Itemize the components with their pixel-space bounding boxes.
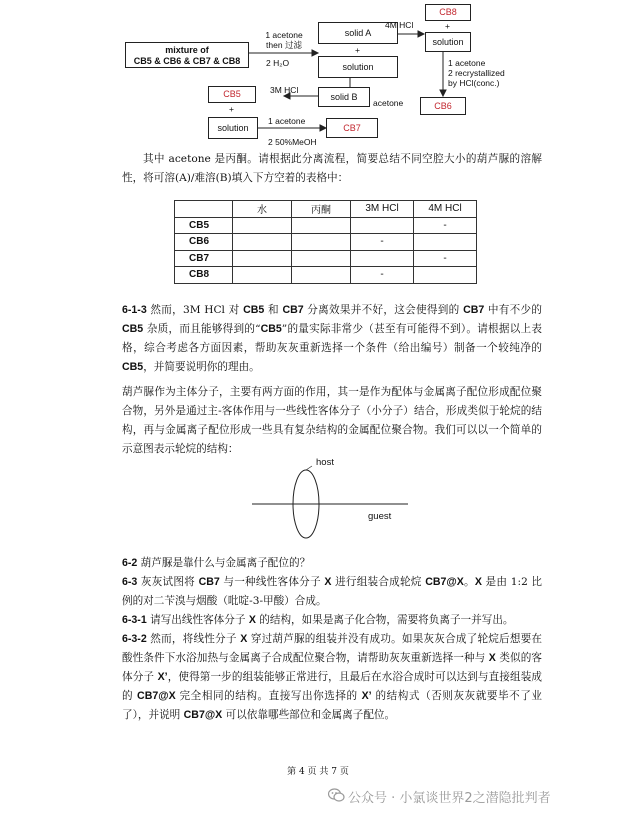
intro-paragraph: 其中 acetone 是丙酮。请根据此分离流程，简要总结不同空腔大小的葫芦脲的溶解性，将可溶(A)/难溶(B)填入下方空着的表格中： bbox=[122, 153, 542, 184]
acetone-label: acetone bbox=[373, 98, 404, 108]
q632-text: 穿过葫芦脲的组装并没有成功。如果灰灰合成了轮烷后想要在酸性条件下水浴加热与金属离子合成配位聚合物，请帮助灰灰重新选择一种与 bbox=[122, 633, 543, 664]
q613-text: 杂质，而且能够得到的“ bbox=[143, 323, 261, 335]
cb6-box: CB6 bbox=[420, 97, 466, 115]
recrystallize-label bbox=[448, 58, 505, 88]
compound-label: X bbox=[488, 652, 496, 664]
q63-text: 是由 1:2 比例的对二苄溴与烟酸（吡啶-3-甲酸）合成。 bbox=[122, 576, 543, 607]
step1-bottom-label: 2 H₂O bbox=[266, 58, 290, 68]
q63-text: 与一种线性客体分子 bbox=[219, 576, 325, 588]
table-header-cell: 4M HCl bbox=[414, 201, 477, 218]
final-step-top-label: 1 acetone bbox=[268, 116, 306, 126]
final-step-bottom-label: 2 50%MeOH bbox=[268, 137, 317, 147]
mixture-line2: CB5 & CB6 & CB7 & CB8 bbox=[133, 56, 241, 66]
q63-text: 。 bbox=[463, 576, 475, 588]
row-label: CB8 bbox=[175, 267, 233, 284]
guest-label: guest bbox=[368, 511, 392, 522]
table-cell: - bbox=[414, 250, 477, 267]
q613-text: ，并简要说明你的理由。 bbox=[143, 361, 260, 373]
table-cell bbox=[292, 267, 351, 284]
page-footer: 第 4 页 共 7 页 bbox=[287, 767, 349, 777]
table-header-cell: 丙酮 bbox=[292, 201, 351, 218]
question-6-3-2 bbox=[122, 630, 542, 725]
question-number: 6-1-3 bbox=[122, 304, 147, 316]
table-cell bbox=[292, 250, 351, 267]
step1-top-line2: then 过滤 bbox=[266, 40, 302, 50]
table-row bbox=[175, 250, 477, 267]
hcl-4m-label: 4M HCl bbox=[385, 20, 414, 30]
solid-b-box: solid B bbox=[318, 87, 370, 107]
table-header-row bbox=[175, 201, 477, 218]
q632-text: 完全相同的结构。直接写出你选择的 bbox=[175, 690, 362, 702]
table-cell: - bbox=[414, 217, 477, 234]
rotaxane-description-paragraph: 葫芦脲作为主体分子，主要有两方面的作用，其一是作为配体与金属离子配位形成配位聚合物，另外是通过主-客体作用与一些线性客体分子（小分子）结合，形成类似于轮烷的结构，再与金属离子配位形成一些具有复杂结构的金属配位聚合物。我们可以以一个简单的示意图表示轮烷的结构： bbox=[122, 386, 542, 455]
host-leader-line bbox=[306, 466, 312, 470]
table-cell bbox=[292, 217, 351, 234]
solution-box-2: solution bbox=[425, 32, 471, 52]
question-number: 6-3 bbox=[122, 576, 138, 588]
table-row bbox=[175, 234, 477, 251]
question-6-2 bbox=[122, 554, 542, 573]
compound-label: X bbox=[474, 576, 482, 588]
table-cell bbox=[351, 217, 414, 234]
table-header-cell: 3M HCl bbox=[351, 201, 414, 218]
q613-text: 中有不少的 bbox=[484, 304, 542, 316]
q631-text: 的结构，如果是离子化合物，需要将负离子一并写出。 bbox=[255, 614, 514, 626]
host-label: host bbox=[316, 457, 334, 468]
compound-label: CB5 bbox=[122, 361, 144, 373]
q613-text: ”的量实际非常少（甚至有可能得不到）。请根据以上表格，综合考虑各方面因素，帮助灰灰重新选择一个条件（给出编号）制备一个较纯净的 bbox=[122, 323, 542, 354]
q613-text: 分离效果并不好，这会使得到的 bbox=[303, 304, 464, 316]
q613-text: 然而，3M HCl 对 bbox=[146, 304, 244, 316]
table-row bbox=[175, 267, 477, 284]
hcl-3m-label: 3M HCl bbox=[270, 85, 299, 95]
q63-text: 灰灰试图将 bbox=[137, 576, 199, 588]
recryst-line2: 2 recrystallized bbox=[448, 68, 505, 78]
compound-label: X’ bbox=[361, 690, 372, 702]
question-number: 6-3-2 bbox=[122, 633, 147, 645]
table-cell bbox=[414, 267, 477, 284]
compound-label: CB7 bbox=[282, 304, 304, 316]
table-cell bbox=[233, 234, 292, 251]
compound-label: CB7 bbox=[198, 576, 220, 588]
solution-box-3: solution bbox=[208, 117, 258, 139]
compound-label: X’ bbox=[157, 671, 168, 683]
table-cell bbox=[233, 217, 292, 234]
plus-sign-3: + bbox=[229, 104, 234, 114]
mixture-box bbox=[125, 42, 249, 68]
cb8-box: CB8 bbox=[425, 4, 471, 21]
row-label: CB7 bbox=[175, 250, 233, 267]
q63-text: 进行组装合成轮烷 bbox=[331, 576, 426, 588]
q632-text: 的结构式（否则灰灰就要毕不了业了），并说明 bbox=[122, 690, 543, 721]
q632-text: 可以依靠哪些部位和金属离子配位。 bbox=[222, 709, 396, 721]
step1-top-line1: 1 acetone bbox=[265, 30, 303, 40]
recryst-line1: 1 acetone bbox=[448, 58, 486, 68]
watermark-text: 公众号 · 小氯谈世界2之潜隐批判者 bbox=[348, 791, 551, 806]
compound-label: CB7 bbox=[463, 304, 485, 316]
compound-label: X bbox=[240, 633, 248, 645]
table-cell bbox=[233, 267, 292, 284]
compound-label: CB7@X bbox=[137, 690, 176, 702]
cb7-box: CB7 bbox=[326, 118, 378, 138]
question-6-3-1 bbox=[122, 611, 542, 630]
step1-top-label bbox=[262, 30, 306, 50]
cb5-box: CB5 bbox=[208, 86, 256, 103]
q631-text: 请写出线性客体分子 bbox=[146, 614, 249, 626]
compound-label: CB7@X bbox=[183, 709, 223, 721]
question-number: 6-2 bbox=[122, 557, 138, 569]
plus-sign-1: + bbox=[355, 45, 360, 55]
table-cell bbox=[351, 250, 414, 267]
question-number: 6-3-1 bbox=[122, 614, 147, 626]
table-cell: - bbox=[351, 234, 414, 251]
compound-label: X bbox=[324, 576, 332, 588]
q632-text: ，使得第一步的组装能够正常进行，且最后在水浴合成时可以达到与直接组装成的 bbox=[122, 671, 543, 702]
row-label: CB5 bbox=[175, 217, 233, 234]
q62-text: 葫芦脲是靠什么与金属离子配位的？ bbox=[137, 557, 311, 569]
table-cell bbox=[233, 250, 292, 267]
row-label: CB6 bbox=[175, 234, 233, 251]
table-header-cell bbox=[175, 201, 233, 218]
q632-text: 然而，将线性分子 bbox=[146, 633, 241, 645]
solubility-table bbox=[174, 200, 477, 284]
question-6-3 bbox=[122, 573, 542, 611]
compound-label: CB5 bbox=[243, 304, 265, 316]
wechat-icon bbox=[328, 788, 345, 802]
compound-label: CB7@X bbox=[425, 576, 464, 588]
solution-box-1: solution bbox=[318, 56, 398, 78]
compound-label: CB5 bbox=[122, 323, 144, 335]
compound-label: X bbox=[248, 614, 256, 626]
plus-sign-2: + bbox=[445, 21, 450, 31]
compound-label: CB5 bbox=[260, 323, 282, 335]
table-header-cell: 水 bbox=[233, 201, 292, 218]
q613-text: 和 bbox=[264, 304, 283, 316]
mixture-line1: mixture of bbox=[165, 45, 209, 55]
solid-a-box: solid A bbox=[318, 22, 398, 44]
question-6-1-3 bbox=[122, 301, 542, 377]
table-cell bbox=[292, 234, 351, 251]
recryst-line3: by HCl(conc.) bbox=[448, 78, 500, 88]
table-cell bbox=[414, 234, 477, 251]
table-cell: - bbox=[351, 267, 414, 284]
q632-text: 类似的客体分子 bbox=[122, 652, 542, 683]
table-row bbox=[175, 217, 477, 234]
